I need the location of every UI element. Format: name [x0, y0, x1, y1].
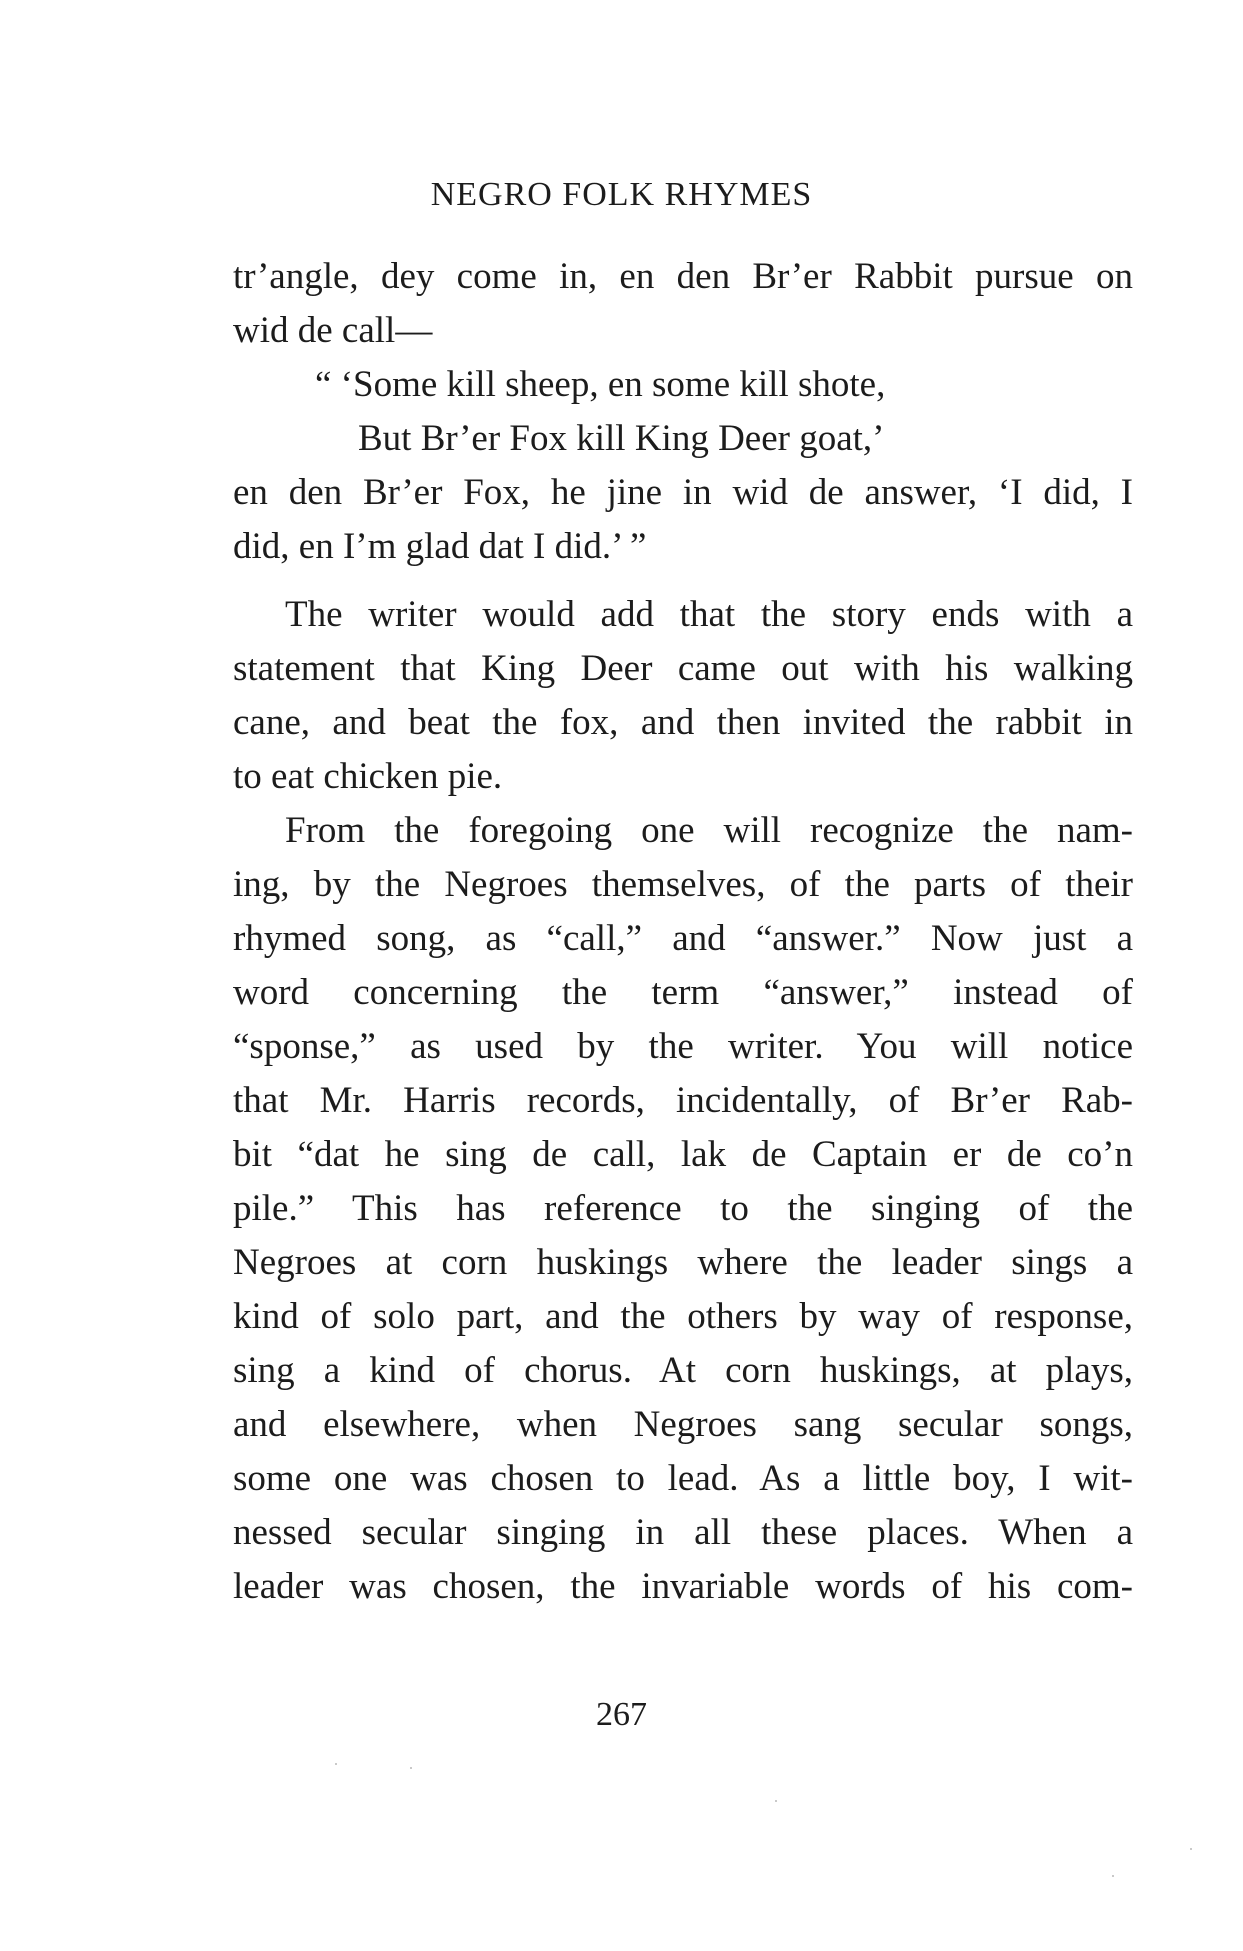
- text-line: bit “dat he sing de call, lak de Captain er de co’n: [233, 1134, 1133, 1175]
- paragraph-answer: [233, 466, 1133, 574]
- scan-speck: [1190, 1848, 1192, 1850]
- text-line: rhymed song, as “call,” and “answer.” Now just a: [233, 918, 1133, 959]
- text-line: leader was chosen, the invariable words of his com-: [233, 1566, 1133, 1607]
- text-line: nessed secular singing in all these places. When a: [233, 1512, 1133, 1553]
- paragraph-continuation: [233, 250, 1133, 358]
- paragraph-call-and-answer: [233, 804, 1133, 1614]
- text-line: that Mr. Harris records, incidentally, of Br’er Rab-: [233, 1080, 1133, 1121]
- text-line: did, en I’m glad dat I did.’ ”: [233, 526, 647, 567]
- verse-line: But Br’er Fox kill King Deer goat,’: [358, 418, 885, 459]
- paragraph-story-ending: [233, 588, 1133, 804]
- scan-speck: [775, 1800, 777, 1802]
- text-line: ing, by the Negroes themselves, of the parts of their: [233, 864, 1133, 905]
- text-line: The writer would add that the story ends with a: [285, 594, 1133, 635]
- scan-speck: [335, 1763, 337, 1765]
- running-head: NEGRO FOLK RHYMES: [430, 176, 813, 213]
- paragraph-gap: [233, 574, 1133, 588]
- page-number: 267: [596, 1696, 647, 1733]
- text-line: kind of solo part, and the others by way of response,: [233, 1296, 1133, 1337]
- text-line: wid de call—: [233, 310, 433, 351]
- text-line: word concerning the term “answer,” instead of: [233, 972, 1133, 1013]
- text-line: and elsewhere, when Negroes sang secular songs,: [233, 1404, 1133, 1445]
- scan-speck: [1112, 1875, 1114, 1877]
- text-line: From the foregoing one will recognize the nam-: [285, 810, 1133, 851]
- text-line: some one was chosen to lead. As a little boy, I wit-: [233, 1458, 1133, 1499]
- text-line: “sponse,” as used by the writer. You will notice: [233, 1026, 1133, 1067]
- text-line: cane, and beat the fox, and then invited the rabbit in: [233, 702, 1133, 743]
- text-line: to eat chicken pie.: [233, 756, 503, 797]
- verse-quotation: [233, 358, 1133, 466]
- text-line: en den Br’er Fox, he jine in wid de answer, ‘I did, I: [233, 472, 1133, 513]
- verse-line: “ ‘Some kill sheep, en some kill shote,: [315, 364, 886, 405]
- body-text: [233, 250, 1133, 1614]
- text-line: Negroes at corn huskings where the leader sings a: [233, 1242, 1133, 1283]
- text-line: pile.” This has reference to the singing of the: [233, 1188, 1133, 1229]
- text-line: tr’angle, dey come in, en den Br’er Rabbit pursue on: [233, 256, 1133, 297]
- text-line: statement that King Deer came out with his walking: [233, 648, 1133, 689]
- scan-speck: [410, 1767, 412, 1769]
- text-line: sing a kind of chorus. At corn huskings, at plays,: [233, 1350, 1133, 1391]
